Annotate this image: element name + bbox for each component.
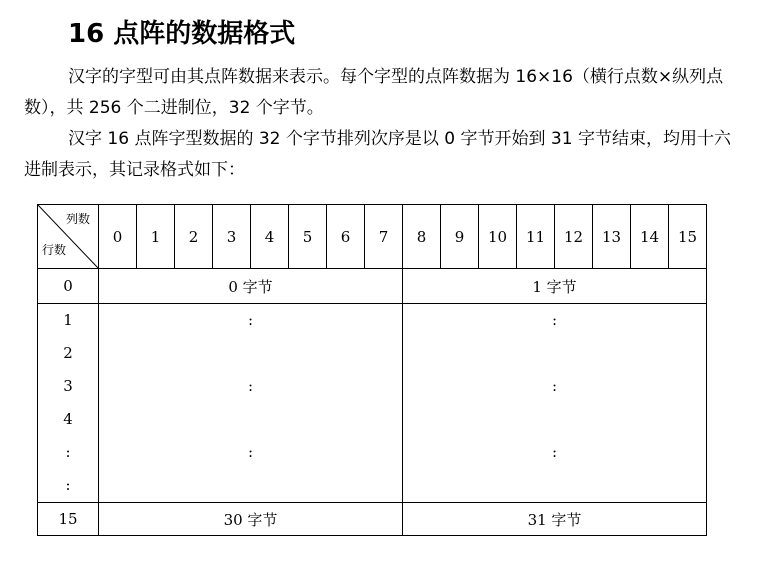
table-row <box>38 269 707 304</box>
column-header: 1 <box>137 205 175 269</box>
column-header: 12 <box>555 205 593 269</box>
column-header: 11 <box>517 205 555 269</box>
column-header: 8 <box>403 205 441 269</box>
column-header: 6 <box>327 205 365 269</box>
ellipsis-mark: : <box>551 311 558 329</box>
ellipsis-mark: : <box>247 311 254 329</box>
row-label: : <box>65 443 71 461</box>
column-header: 10 <box>479 205 517 269</box>
row-label: 0 <box>38 269 99 304</box>
byte-cell-right: 1 字节 <box>403 269 707 304</box>
row-axis-label: 行数 <box>42 243 67 257</box>
ellipsis-mark: : <box>551 443 558 461</box>
corner-cell <box>38 205 99 269</box>
row-label: 1 <box>63 311 73 329</box>
column-header: 5 <box>289 205 327 269</box>
byte-cell-left: 0 字节 <box>99 269 403 304</box>
byte-cell-right: 31 字节 <box>403 503 707 536</box>
paragraph-order: 汉字 16 点阵字型数据的 32 个字节排列次序是以 0 字节开始到 31 字节结束，均用十六进制表示，其记录格式如下： <box>24 129 731 180</box>
column-header: 13 <box>593 205 631 269</box>
table-row <box>38 503 707 536</box>
dot-matrix-format-table <box>37 204 707 536</box>
column-header: 7 <box>365 205 403 269</box>
row-label: 15 <box>38 503 99 536</box>
row-label: : <box>65 476 71 494</box>
paragraph-intro: 汉字的字型可由其点阵数据来表示。每个字型的点阵数据为 16×16（横行点数×纵列点数），共 256 个二进制位，32 个字节。 <box>24 67 724 118</box>
ellipsis-mark: : <box>247 443 254 461</box>
column-axis-label: 列数 <box>65 212 90 226</box>
column-header: 2 <box>175 205 213 269</box>
row-label-stack <box>38 304 99 503</box>
column-header: 9 <box>441 205 479 269</box>
column-header: 0 <box>99 205 137 269</box>
column-header: 14 <box>631 205 669 269</box>
row-label: 3 <box>63 377 73 395</box>
column-header: 15 <box>669 205 707 269</box>
ellipsis-cell-right <box>403 304 707 503</box>
row-label: 4 <box>63 410 73 428</box>
header-row <box>38 205 707 269</box>
row-label: 2 <box>63 344 73 362</box>
table-row <box>38 304 707 503</box>
ellipsis-mark: : <box>551 377 558 395</box>
column-header: 4 <box>251 205 289 269</box>
byte-cell-left: 30 字节 <box>99 503 403 536</box>
ellipsis-cell-left <box>99 304 403 503</box>
page-title: 16 点阵的数据格式 <box>68 19 296 49</box>
column-header: 3 <box>213 205 251 269</box>
ellipsis-mark: : <box>247 377 254 395</box>
